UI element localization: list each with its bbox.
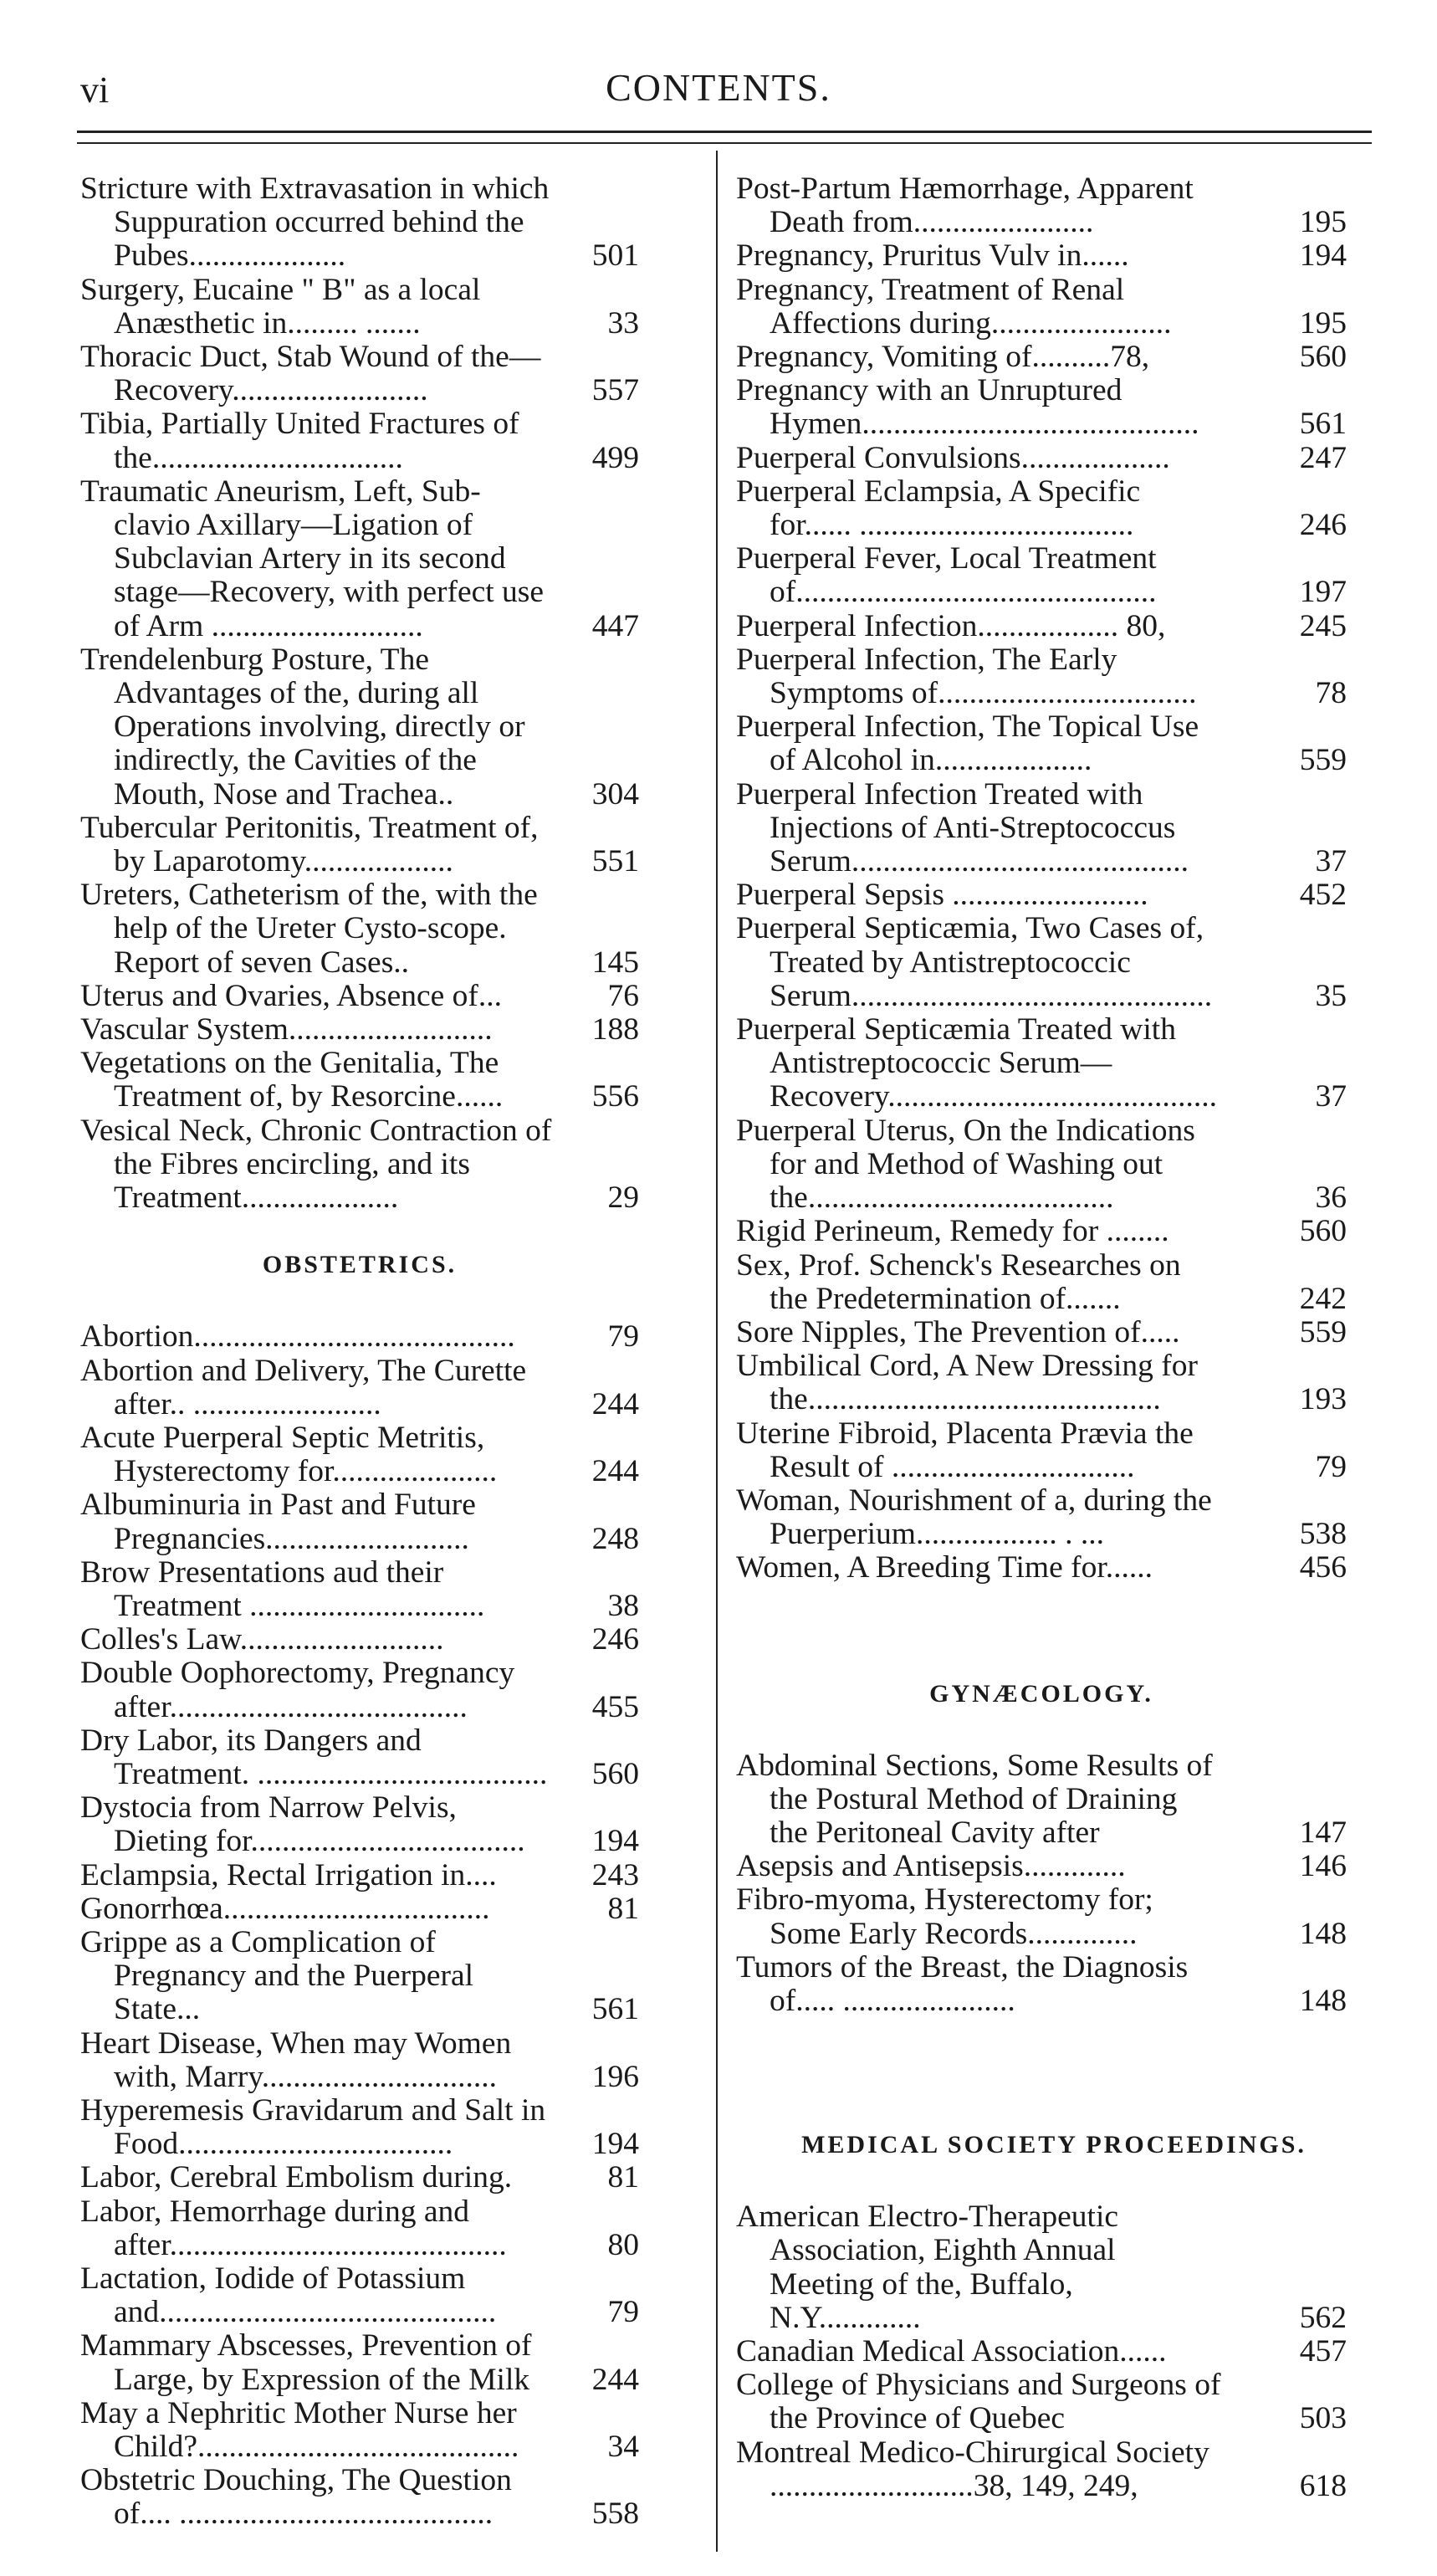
index-entry bbox=[80, 2329, 639, 2396]
entry-text: Umbilical Cord, A New Dressing for the............................................. bbox=[736, 1349, 1199, 1417]
index-entry bbox=[736, 374, 1347, 441]
entry-text: Labor, Cerebral Embolism during. bbox=[80, 2160, 513, 2195]
index-entry bbox=[736, 878, 1347, 912]
entry-page: 561 bbox=[1299, 407, 1347, 442]
entry-page: 35 bbox=[1315, 978, 1347, 1013]
entry-text: Double Oophorectomy, Pregnancy after...................................... bbox=[80, 1656, 515, 1724]
entry-page: 538 bbox=[1299, 1517, 1347, 1552]
entry-page: 81 bbox=[607, 2160, 639, 2195]
entry-text: Woman, Nourishment of a, during the Puerperium.................. . ... bbox=[736, 1483, 1212, 1552]
entry-text: Puerperal Sepsis ......................... bbox=[736, 878, 1148, 913]
entry-text: Grippe as a Complication of Pregnancy and the Puerperal State... bbox=[80, 1924, 474, 2027]
entry-page: 37 bbox=[1315, 844, 1347, 879]
entry-text: Stricture with Extravasation in which Suppuration occurred behind the Pubes.................... bbox=[80, 172, 550, 274]
entry-page: 148 bbox=[1299, 1983, 1347, 2018]
entry-page: 503 bbox=[1299, 2401, 1347, 2436]
index-entry bbox=[736, 2369, 1347, 2435]
entry-page: 36 bbox=[1315, 1180, 1347, 1216]
index-entry bbox=[80, 475, 639, 643]
index-entry bbox=[80, 878, 639, 980]
column-divider bbox=[716, 151, 718, 2552]
index-entry bbox=[736, 1114, 1347, 1216]
entry-page: 195 bbox=[1299, 305, 1347, 341]
entry-page: 80 bbox=[607, 2227, 639, 2262]
index-entry bbox=[80, 2094, 639, 2161]
index-entry bbox=[736, 1349, 1347, 1416]
index-entry bbox=[80, 2027, 639, 2094]
index-entry bbox=[736, 778, 1347, 879]
index-entry bbox=[80, 1791, 639, 1858]
entry-text: Ureters, Catheterism of the, with the help of the Ureter Cysto-scope. Report of seven Cases.. bbox=[80, 878, 538, 980]
entry-text: Hyperemesis Gravidarum and Salt in Food................................... bbox=[80, 2092, 546, 2162]
index-entry bbox=[80, 1013, 639, 1047]
index-entry bbox=[736, 1883, 1347, 1950]
entry-text: Pregnancy, Vomiting of..........78, bbox=[736, 340, 1150, 375]
entry-text: Mammary Abscesses, Prevention of Large, by Expression of the Milk bbox=[80, 2328, 532, 2397]
index-entry bbox=[80, 2464, 639, 2531]
index-entry bbox=[80, 341, 639, 407]
entry-text: Sex, Prof. Schenck's Researches on the Predetermination of....... bbox=[736, 1247, 1181, 1316]
entry-text: Albuminuria in Past and Future Pregnancies.......................... bbox=[80, 1488, 476, 1556]
entry-text: Fibro-myoma, Hysterectomy for; Some Early Records.............. bbox=[736, 1882, 1153, 1951]
index-entry bbox=[736, 2436, 1347, 2503]
entry-text: Puerperal Fever, Local Treatment of.............................................. bbox=[736, 541, 1157, 610]
entry-page: 197 bbox=[1299, 575, 1347, 610]
index-entry bbox=[80, 2161, 639, 2194]
index-entry bbox=[80, 1114, 639, 1216]
index-entry bbox=[736, 542, 1347, 609]
index-entry bbox=[736, 1249, 1347, 1316]
entry-text: Asepsis and Antisepsis............. bbox=[736, 1849, 1126, 1884]
index-entry bbox=[80, 2195, 639, 2262]
entry-page: 246 bbox=[591, 1622, 639, 1657]
index-entry bbox=[736, 1484, 1347, 1551]
entry-page: 499 bbox=[591, 440, 639, 475]
left-column bbox=[80, 172, 639, 2532]
index-entry bbox=[80, 407, 639, 474]
index-entry bbox=[736, 1316, 1347, 1349]
entry-page: 244 bbox=[591, 1454, 639, 1489]
section-heading-obstetrics: OBSTETRICS. bbox=[262, 1251, 458, 1279]
entry-page: 560 bbox=[591, 1756, 639, 1791]
entry-page: 242 bbox=[1299, 1281, 1347, 1316]
entry-text: Heart Disease, When may Women with, Marry.............................. bbox=[80, 2025, 512, 2094]
entry-page: 79 bbox=[607, 2295, 639, 2330]
entry-text: Tubercular Peritonitis, Treatment of, by Laparotomy................... bbox=[80, 810, 539, 879]
entry-text: Pregnancy, Pruritus Vulv in...... bbox=[736, 238, 1129, 274]
entry-text: Rigid Perineum, Remedy for ........ bbox=[736, 1214, 1169, 1249]
entry-text: Brow Presentations aud their Treatment .............................. bbox=[80, 1554, 485, 1623]
index-entry bbox=[736, 1749, 1347, 1851]
index-entry bbox=[736, 341, 1347, 374]
index-entry bbox=[736, 912, 1347, 1013]
entry-page: 79 bbox=[1315, 1449, 1347, 1484]
index-entry bbox=[80, 2397, 639, 2464]
entry-text: Pregnancy, Treatment of Renal Affections during....................... bbox=[736, 272, 1172, 341]
entry-text: Canadian Medical Association...... bbox=[736, 2333, 1167, 2369]
entry-page: 196 bbox=[591, 2059, 639, 2094]
entry-page: 457 bbox=[1299, 2333, 1347, 2369]
entry-text: Abortion and Delivery, The Curette after.. ........................ bbox=[80, 1353, 527, 1421]
entry-page: 558 bbox=[591, 2497, 639, 2532]
entry-text: Sore Nipples, The Prevention of..... bbox=[736, 1314, 1180, 1349]
index-entry bbox=[736, 1951, 1347, 2018]
entry-page: 76 bbox=[607, 978, 639, 1013]
entry-text: Lactation, Iodide of Potassium and........................................... bbox=[80, 2261, 497, 2330]
entry-page: 501 bbox=[591, 238, 639, 274]
entry-page: 37 bbox=[1315, 1079, 1347, 1114]
entry-page: 79 bbox=[607, 1319, 639, 1355]
section-heading-gynaecology: GYNÆCOLOGY. bbox=[929, 1679, 1153, 1708]
right-column bbox=[736, 172, 1347, 2503]
entry-page: 146 bbox=[1299, 1849, 1347, 1884]
entry-text: Pregnancy with an Unruptured Hymen........................................... bbox=[736, 373, 1199, 442]
entry-text: Thoracic Duct, Stab Wound of the—Recovery......................... bbox=[80, 340, 541, 408]
entry-text: College of Physicians and Surgeons of the Province of Quebec bbox=[736, 2368, 1221, 2436]
entry-page: 195 bbox=[1299, 205, 1347, 240]
entry-text: Montreal Medico-Chirurgical Society ..........................38, 149, 249, bbox=[736, 2435, 1209, 2503]
entry-text: Puerperal Uterus, On the Indications for and Method of Washing out the....................................... bbox=[736, 1113, 1195, 1216]
entry-page: 243 bbox=[591, 1857, 639, 1892]
entry-page: 194 bbox=[1299, 238, 1347, 274]
entry-text: Tibia, Partially United Fractures of the................................ bbox=[80, 407, 519, 475]
entry-text: Colles's Law.......................... bbox=[80, 1622, 444, 1657]
index-entry bbox=[736, 239, 1347, 273]
index-entry bbox=[736, 2200, 1347, 2335]
entry-page: 304 bbox=[591, 776, 639, 812]
entry-text: Traumatic Aneurism, Left, Sub-clavio Axillary—Ligation of Subclavian Artery in its second stage—Recovery, with perfect use of Arm ........................... bbox=[80, 474, 545, 643]
index-entry bbox=[80, 1657, 639, 1723]
entry-page: 562 bbox=[1299, 2300, 1347, 2335]
entry-page: 245 bbox=[1299, 608, 1347, 643]
index-entry bbox=[736, 1850, 1347, 1883]
entry-page: 551 bbox=[591, 844, 639, 879]
entry-page: 78 bbox=[1315, 676, 1347, 711]
entry-page: 147 bbox=[1299, 1815, 1347, 1850]
index-entry bbox=[80, 1421, 639, 1488]
entry-page: 248 bbox=[591, 1521, 639, 1556]
index-entry bbox=[80, 1892, 639, 1926]
index-entry bbox=[80, 172, 639, 274]
entry-page: 81 bbox=[607, 1891, 639, 1926]
index-entry bbox=[736, 274, 1347, 341]
entry-text: Abortion......................................... bbox=[80, 1319, 515, 1355]
index-entry bbox=[736, 1417, 1347, 1484]
entry-text: Uterine Fibroid, Placenta Prævia the Result of ............................... bbox=[736, 1416, 1194, 1484]
entry-page: 145 bbox=[591, 945, 639, 980]
index-entry bbox=[80, 2262, 639, 2329]
entry-text: Vesical Neck, Chronic Contraction of the Fibres encircling, and its Treatment.................... bbox=[80, 1113, 552, 1216]
index-entry bbox=[80, 1859, 639, 1892]
index-entry bbox=[736, 2335, 1347, 2369]
index-entry bbox=[736, 172, 1347, 239]
entry-page: 194 bbox=[591, 2127, 639, 2162]
index-entry bbox=[736, 610, 1347, 643]
entry-text: Post-Partum Hæmorrhage, Apparent Death from....................... bbox=[736, 172, 1194, 240]
entry-text: Women, A Breeding Time for...... bbox=[736, 1550, 1153, 1585]
index-entry bbox=[80, 1355, 639, 1421]
entry-page: 559 bbox=[1299, 1314, 1347, 1349]
entry-text: Vascular System.......................... bbox=[80, 1012, 493, 1047]
entry-page: 148 bbox=[1299, 1916, 1347, 1951]
index-entry bbox=[80, 1047, 639, 1114]
entry-text: Trendelenburg Posture, The Advantages of the, during all Operations involving, directly or indirectly, the Cavities of the Mouth, Nose and Trachea.. bbox=[80, 642, 525, 812]
entry-page: 618 bbox=[1299, 2468, 1347, 2503]
index-entry bbox=[80, 274, 639, 341]
entry-page: 194 bbox=[591, 1824, 639, 1859]
entry-page: 560 bbox=[1299, 340, 1347, 375]
entry-text: Dystocia from Narrow Pelvis, Dieting for................................... bbox=[80, 1790, 525, 1859]
index-entry bbox=[80, 1320, 639, 1354]
index-entry bbox=[80, 1556, 639, 1623]
entry-text: Puerperal Infection.................. 80, bbox=[736, 608, 1166, 643]
index-entry bbox=[736, 1215, 1347, 1248]
header-rule bbox=[77, 131, 1372, 133]
entry-text: Gonorrhœa.................................. bbox=[80, 1891, 490, 1926]
entry-page: 559 bbox=[1299, 743, 1347, 778]
entry-text: Puerperal Septicæmia, Two Cases of, Treated by Antistreptococcic Serum.............................................. bbox=[736, 911, 1213, 1013]
entry-page: 561 bbox=[591, 1992, 639, 2027]
index-entry bbox=[80, 812, 639, 878]
entry-text: May a Nephritic Mother Nurse her Child?......................................... bbox=[80, 2395, 519, 2464]
page-number: vi bbox=[80, 69, 110, 110]
entry-page: 244 bbox=[591, 2362, 639, 2397]
entry-page: 193 bbox=[1299, 1382, 1347, 1417]
entry-page: 557 bbox=[591, 373, 639, 408]
index-entry bbox=[736, 442, 1347, 475]
entry-text: Puerperal Convulsions................... bbox=[736, 440, 1170, 475]
entry-text: Puerperal Septicæmia Treated with Antistreptococcic Serum—Recovery.......................................... bbox=[736, 1012, 1217, 1114]
entry-page: 455 bbox=[591, 1689, 639, 1724]
page-title: CONTENTS. bbox=[606, 66, 831, 109]
entry-page: 244 bbox=[591, 1386, 639, 1421]
entry-text: Tumors of the Breast, the Diagnosis of..... ...................... bbox=[736, 1949, 1189, 2018]
entry-text: Uterus and Ovaries, Absence of... bbox=[80, 978, 503, 1013]
index-entry bbox=[736, 1551, 1347, 1585]
entry-text: Abdominal Sections, Some Results of the Postural Method of Draining the Peritoneal Cavity after bbox=[736, 1748, 1213, 1850]
entry-text: Puerperal Infection Treated with Injections of Anti-Streptococcus Serum........................................... bbox=[736, 776, 1189, 879]
entry-page: 452 bbox=[1299, 878, 1347, 913]
entry-text: Puerperal Infection, The Topical Use of Alcohol in.................... bbox=[736, 709, 1199, 778]
section-heading-society-proceedings: MEDICAL SOCIETY PROCEEDINGS. bbox=[801, 2131, 1307, 2159]
entry-text: Dry Labor, its Dangers and Treatment. ..................................... bbox=[80, 1723, 548, 1791]
index-entry bbox=[80, 980, 639, 1013]
entry-page: 556 bbox=[591, 1079, 639, 1114]
entry-text: Puerperal Eclampsia, A Specific for...... ................................... bbox=[736, 474, 1141, 543]
entry-page: 34 bbox=[607, 2430, 639, 2464]
entry-page: 38 bbox=[607, 1588, 639, 1623]
entry-text: Vegetations on the Genitalia, The Treatment of, by Resorcine...... bbox=[80, 1046, 504, 1114]
entry-text: Surgery, Eucaine " B" as a local Anæsthetic in......... ....... bbox=[80, 272, 481, 341]
entry-text: Obstetric Douching, The Question of.... ........................................ bbox=[80, 2463, 512, 2532]
index-entry bbox=[80, 1724, 639, 1791]
header-rule bbox=[77, 142, 1372, 144]
entry-page: 456 bbox=[1299, 1550, 1347, 1585]
index-entry bbox=[80, 1926, 639, 2027]
entry-page: 560 bbox=[1299, 1214, 1347, 1249]
entry-text: Acute Puerperal Septic Metritis, Hysterectomy for..................... bbox=[80, 1420, 498, 1489]
index-entry bbox=[736, 643, 1347, 710]
index-entry bbox=[736, 710, 1347, 777]
entry-page: 188 bbox=[591, 1012, 639, 1047]
entry-text: Labor, Hemorrhage during and after........................................... bbox=[80, 2194, 507, 2262]
index-entry bbox=[80, 643, 639, 812]
index-entry bbox=[80, 1623, 639, 1657]
index-entry bbox=[80, 1488, 639, 1555]
entry-page: 246 bbox=[1299, 508, 1347, 543]
entry-text: American Electro-Therapeutic Association, Eighth Annual Meeting of the, Buffalo, N.Y............. bbox=[736, 2200, 1119, 2335]
entry-page: 33 bbox=[607, 305, 639, 341]
entry-page: 29 bbox=[607, 1180, 639, 1216]
index-entry bbox=[736, 475, 1347, 542]
entry-text: Puerperal Infection, The Early Symptoms of................................. bbox=[736, 642, 1197, 711]
entry-page: 447 bbox=[591, 608, 639, 643]
entry-text: Eclampsia, Rectal Irrigation in.... bbox=[80, 1857, 497, 1892]
index-entry bbox=[736, 1013, 1347, 1114]
entry-page: 247 bbox=[1299, 440, 1347, 475]
